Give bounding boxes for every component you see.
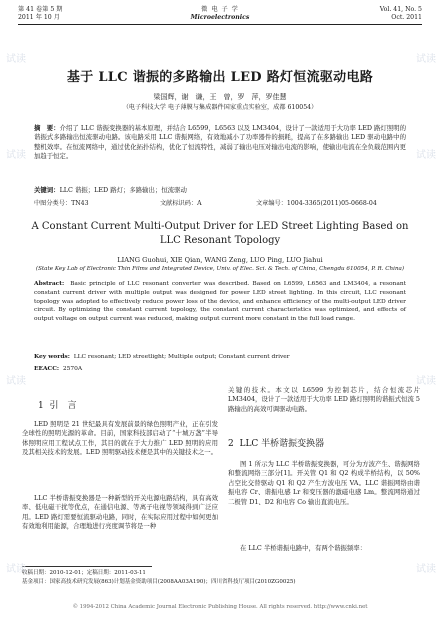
abstract-en-label: Abstract: [34,280,65,287]
right-column-intro: 关键的技术。本文以 L6599 为控制芯片，结合恒流芯片 LM3404，设计了一款适用于大功率 LED 路灯照明的谐振式恒流 5 路输出的高效可调驱动电路。 [228,386,420,413]
abstract-en-text: Basic principle of LLC resonant converter was described. Based on L6599, L6563 and LM3404, a resonant constant current driver with multiple output was designed for power LED street lighting. In this circuit, LLC resonant topology was adopted to effectively reduce power loss of the device, and enhance efficiency of the multi-output LED driver circuit. By optimizing the constant current topology, the constant current characteristics was optimized, and effects of output voltage on output current was reduced, making output current more constant in the full load range. [34,281,407,323]
copyright-footer: © 1994-2012 China Academic Journal Electronic Publishing House. All rights reserved. http://www.cnki.net [72,604,368,610]
eeacc-label: EEACC: [34,365,60,372]
section-1-paragraph: LED 照明是 21 世纪最具有发展前景的绿色照明产业，正在引发全球性的照明光源的革命。目前，国家科技部启动了“十城万盏”半导体照明应用工程试点工作，其目的就在于大力推广 LED 照明的应用及其相关技术的发展。LED 照明驱动技术便是其中的关键技术之一。 [22,420,218,457]
watermark: 试读 [416,150,436,161]
keywords-en-label: Key words: [34,353,70,360]
abstract-en [34,280,406,324]
abstract-cn-text: 介绍了 LLC 谐振变换器的基本原理，并结合 L6599，L6563 以及 LM3404，设计了一款适用于大功率 LED 路灯照明的谐振式多路输出恒流驱动电路。该电路采用 LLC 谐振网络，有效地减小了功率器件的损耗，提高了在多路输出 LED 驱动电路中的整机效率。在恒流网络中，通过优化拓扑结构，优化了恒流特性，减弱了输出电压对输出电流的影响，使输出电流在全负载范围内更加趋于恒定。 [34,124,406,161]
watermark: 试读 [6,376,26,387]
watermark: 试读 [416,564,436,575]
watermark: 试读 [416,54,436,65]
section-1-title: 引 言 [49,401,77,411]
section-2-number: 2 [228,439,234,449]
document-code: 文献标识码：A [160,200,202,207]
watermark: 试读 [416,376,436,387]
section-1-paragraph: LLC 半桥谐振变换器是一种新型的开关电源电路结构，具有高效率、低电磁干扰等优点，在通信电源、等离子电视等领域得到广泛应用。LED 路灯需要恒流驱动电路，同时，在实际应用过程中如何更加有效地利用能源，合理地进行亮度调节将是一种 [22,494,218,531]
header-center [18,6,422,22]
journal-header [18,6,422,32]
header-rule [18,24,422,25]
header-right [380,6,422,22]
volume-issue-en: Vol. 41, No. 5 [379,6,422,13]
section-2-title: LLC 半桥谐振变换器 [239,439,325,449]
abstract-cn-label: 摘 要： [34,124,60,132]
paper-title-en: A Constant Current Multi-Output Driver for LED Street Lighting Based on LLC Resonant Topology [31,221,409,246]
journal-name-en: Microelectronics [190,14,250,21]
authors-en: LIANG Guohui, XIE Qian, WANG Zeng, LUO Ping, LUO Jiahui [117,256,323,264]
section-2-paragraph: 在 LLC 半桥谐振电路中，有两个谐振频率： [240,544,367,552]
keywords-cn [34,186,406,195]
fund-info: 基金项目：国家高技术研究发展(863)计划基金资助项目(2008AA03A190)；四川省科技厅项目(2010ZG0025) [22,579,296,585]
section-1-heading [38,398,76,411]
abstract-cn [34,124,406,162]
clc-number: 中图分类号：TN43 [34,200,89,207]
issue-date-en: Oct. 2011 [391,14,422,21]
keywords-en-text: LLC resonant; LED streetlight; Multiple output; Constant current driver [73,354,290,360]
watermark: 试读 [6,150,26,161]
section-1-number: 1 [38,401,44,411]
affiliation-en: (State Key Lab of Electronic Thin Films and Integrated Device, Univ. of Elec. Sci. & Tech. of China, Chengdu 610054, P. R. China) [35,266,405,272]
affiliation-cn: （电子科技大学 电子薄膜与集成器件国家重点实验室，成都 610054） [122,104,318,111]
authors-cn: 梁国辉，谢 谦，王 曾，罗 萍，罗佳慧 [153,93,287,101]
section-2-heading [228,436,324,449]
eeacc-value: 2570A [62,366,83,372]
received-date: 收稿日期：2010-12-01；定稿日期：2011-03-11 [22,570,146,576]
watermark: 试读 [6,564,26,575]
keywords-cn-text: LLC 谐振；LED 路灯；多路输出；恒流驱动 [59,186,187,194]
keywords-cn-label: 关键词： [34,186,60,194]
keywords-en [34,352,406,362]
journal-name-cn: 微 电 子 学 [201,6,239,13]
issue-date: 2011 年 10 月 [18,14,60,21]
section-2-paragraph: 图 1 所示为 LLC 半桥谐振变换器，可分为方波产生、谐振网络和整流网络三部分[1]。开关管 Q1 和 Q2 构成半桥结构，以 50% 占空比交替驱动 Q1 和 Q2 产生方波电压 VA。LLC 谐振网络由谐振电容 Cr、谐振电感 Lr 和变压器的激磁电感 Lm。整流网络通过二极管 D1、D2 和电容 Co 输出直流电压。 [228,460,420,506]
footnote-rule [22,566,152,567]
paper-title-cn: 基于 LLC 谐振的多路输出 LED 路灯恒流驱动电路 [66,70,374,85]
volume-issue: 第 41 卷第 5 期 [18,6,63,13]
watermark: 试读 [6,54,26,65]
eeacc [34,364,406,374]
article-number: 文章编号：1004-3365(2011)05-0668-04 [256,200,377,207]
